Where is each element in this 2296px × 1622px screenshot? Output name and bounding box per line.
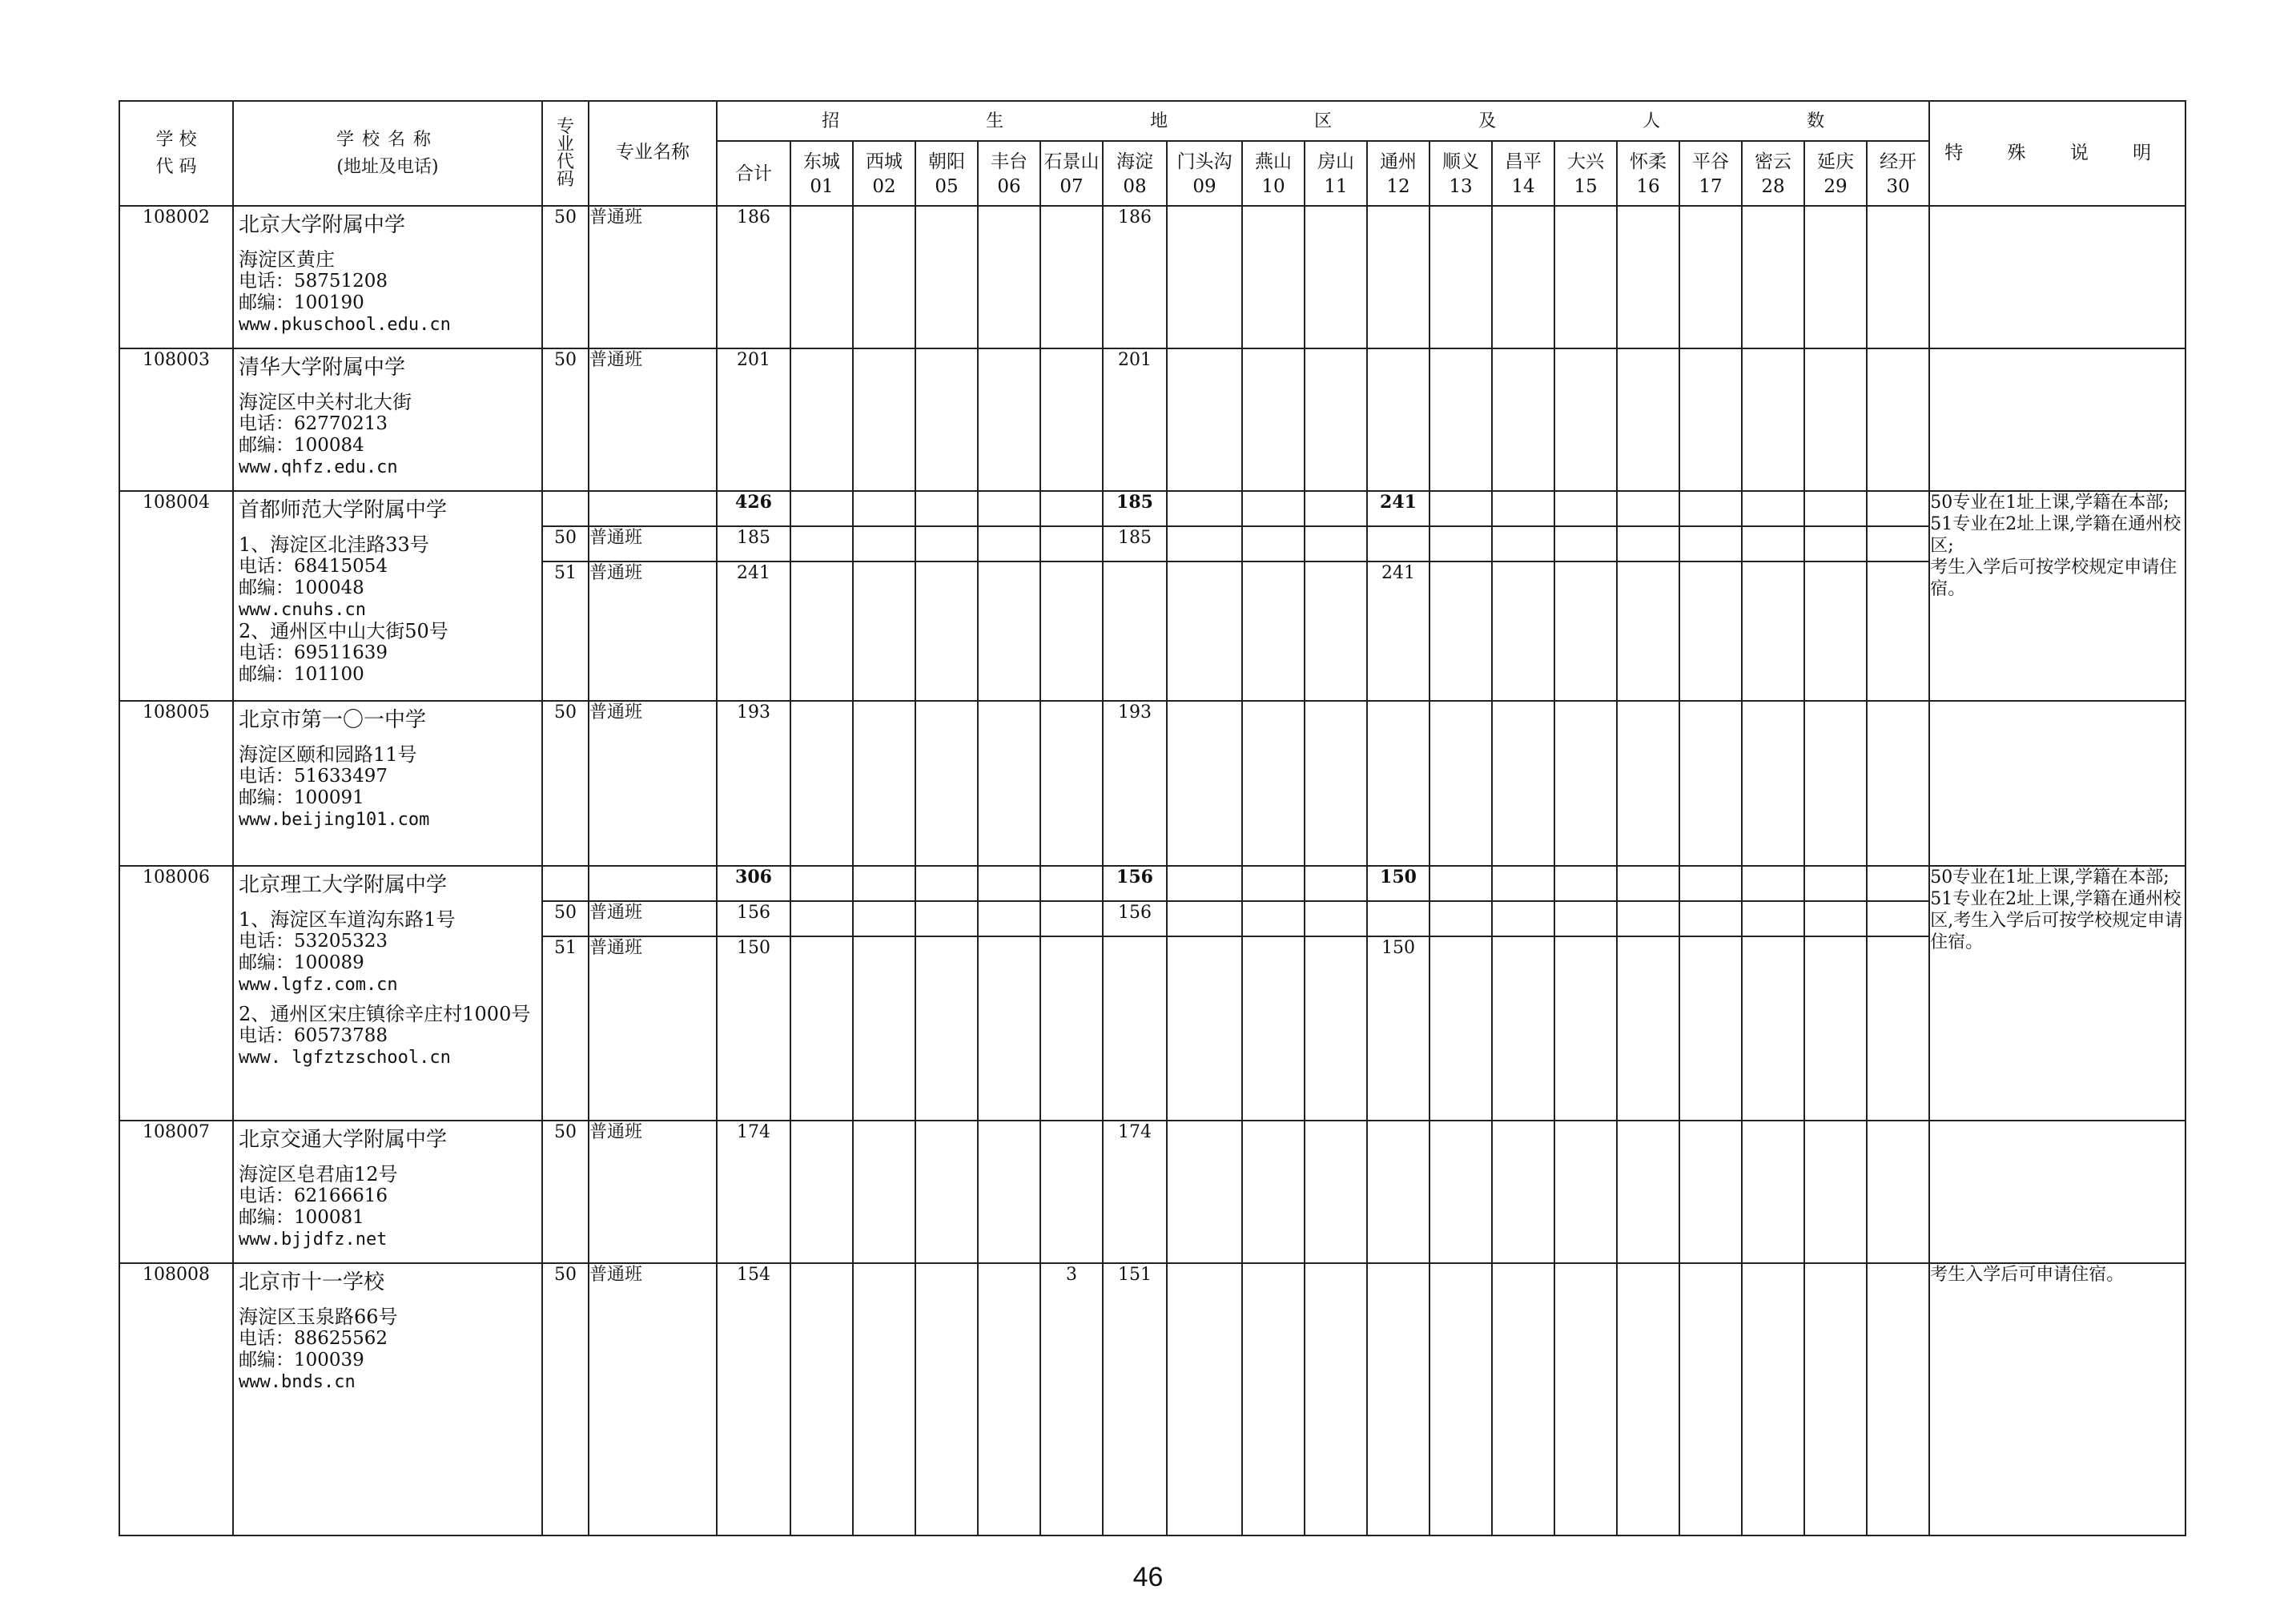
header-region: 经开 30 — [1867, 141, 1929, 206]
school-phone: 电话：58751208 — [239, 271, 388, 292]
table-row — [119, 206, 2185, 348]
major-name: 普通班 — [589, 901, 717, 936]
school-postcode: 邮编：100084 — [239, 435, 364, 456]
admission-table — [119, 100, 2186, 1536]
school-code: 108006 — [119, 866, 233, 1121]
total-cell: 201 — [717, 348, 790, 491]
header-region: 通州 12 — [1367, 141, 1429, 206]
header-school-name: 学校名称 (地址及电话) — [233, 101, 542, 206]
school-postcode: 邮编：100091 — [239, 787, 364, 808]
school-website: www.beijing101.com — [239, 810, 430, 830]
major-code: 50 — [542, 526, 589, 561]
school-website: www.cnuhs.cn — [239, 600, 366, 620]
table-row — [119, 1263, 2185, 1535]
header-region: 房山 11 — [1305, 141, 1367, 206]
school-phone: 电话：62166616 — [239, 1185, 388, 1206]
haidian-cell: 156 — [1103, 901, 1167, 936]
total-cell: 150 — [717, 936, 790, 1121]
school-name: 北京市第一〇一中学 — [239, 708, 427, 732]
header-major-name: 专业名称 — [589, 101, 717, 206]
special-note: 50专业在1址上课,学籍在本部; 51专业在2址上课,学籍在通州校区; 考生入学后可按学校规定申请住宿。 — [1929, 491, 2185, 701]
major-code: 50 — [542, 206, 589, 348]
header-region: 密云 28 — [1742, 141, 1804, 206]
school-address: 海淀区中关村北大街 — [239, 391, 412, 413]
major-name: 普通班 — [589, 561, 717, 701]
major-name: 普通班 — [589, 701, 717, 866]
school-address: 1、海淀区北洼路33号 — [239, 533, 429, 556]
special-note — [1929, 1121, 2185, 1263]
header-region: 西城 02 — [853, 141, 915, 206]
school-name: 北京交通大学附属中学 — [239, 1128, 448, 1152]
major-code: 50 — [542, 1121, 589, 1263]
school-postcode: 邮编：100039 — [239, 1350, 364, 1370]
major-name: 普通班 — [589, 206, 717, 348]
table-row — [119, 348, 2185, 491]
school-phone: 电话：51633497 — [239, 766, 388, 787]
school-info — [233, 348, 542, 491]
school-address: 2、通州区宋庄镇徐辛庄村1000号 — [239, 1003, 531, 1025]
school-name: 北京市十一学校 — [239, 1270, 385, 1294]
school-name: 北京理工大学附属中学 — [239, 873, 448, 897]
shijingshan-cell: 3 — [1040, 1263, 1103, 1535]
school-phone: 电话：53205323 — [239, 931, 388, 952]
school-code: 108004 — [119, 491, 233, 701]
haidian-cell: 201 — [1103, 348, 1167, 491]
special-note — [1929, 348, 2185, 491]
school-code: 108005 — [119, 701, 233, 866]
school-info — [233, 701, 542, 866]
school-address: 1、海淀区车道沟东路1号 — [239, 908, 456, 931]
tongzhou-cell: 150 — [1367, 866, 1429, 901]
header-region: 昌平 14 — [1492, 141, 1554, 206]
school-info — [233, 491, 542, 701]
total-cell: 186 — [717, 206, 790, 348]
haidian-cell: 185 — [1103, 526, 1167, 561]
school-name: 清华大学附属中学 — [239, 356, 406, 380]
total-cell: 241 — [717, 561, 790, 701]
header-total: 合计 — [717, 141, 790, 206]
school-website: www.bnds.cn — [239, 1372, 356, 1392]
school-website: www.pkuschool.edu.cn — [239, 315, 451, 335]
header-region: 门头沟 09 — [1167, 141, 1242, 206]
major-code: 50 — [542, 348, 589, 491]
school-postcode: 邮编：100081 — [239, 1207, 364, 1228]
header-region: 丰台 06 — [978, 141, 1040, 206]
haidian-cell: 185 — [1103, 491, 1167, 526]
school-code: 108007 — [119, 1121, 233, 1263]
major-code: 50 — [542, 701, 589, 866]
major-code: 50 — [542, 1263, 589, 1535]
school-phone: 电话：88625562 — [239, 1328, 388, 1349]
header-region-title: 招 生 地 区 及 人 数 — [717, 101, 1929, 141]
header-special: 特 殊 说 明 — [1929, 101, 2185, 206]
major-name: 普通班 — [589, 936, 717, 1121]
school-address: 海淀区皂君庙12号 — [239, 1163, 398, 1185]
major-name: 普通班 — [589, 1121, 717, 1263]
header-region: 延庆 29 — [1804, 141, 1867, 206]
school-code: 108002 — [119, 206, 233, 348]
total-cell: 154 — [717, 1263, 790, 1535]
header-region: 顺义 13 — [1429, 141, 1492, 206]
haidian-cell: 156 — [1103, 866, 1167, 901]
school-postcode: 邮编：100190 — [239, 292, 364, 313]
table-row — [119, 1121, 2185, 1263]
major-code: 50 — [542, 901, 589, 936]
total-cell: 193 — [717, 701, 790, 866]
school-phone: 电话：60573788 — [239, 1025, 388, 1046]
school-website: www.bjjdfz.net — [239, 1230, 388, 1250]
special-note: 50专业在1址上课,学籍在本部; 51专业在2址上课,学籍在通州校区,考生入学后可按学校规定申请住宿。 — [1929, 866, 2185, 1121]
school-website: www.qhfz.edu.cn — [239, 457, 398, 477]
school-address: 海淀区黄庄 — [239, 248, 335, 271]
major-code: 51 — [542, 561, 589, 701]
tongzhou-cell: 241 — [1367, 491, 1429, 526]
school-address: 海淀区颐和园路11号 — [239, 743, 417, 766]
header-region: 海淀 08 — [1103, 141, 1167, 206]
haidian-cell: 186 — [1103, 206, 1167, 348]
total-cell: 426 — [717, 491, 790, 526]
special-note — [1929, 206, 2185, 348]
header-region: 石景山 07 — [1040, 141, 1103, 206]
total-cell: 174 — [717, 1121, 790, 1263]
header-region: 平谷 17 — [1679, 141, 1742, 206]
haidian-cell: 151 — [1103, 1263, 1167, 1535]
school-postcode: 邮编：100048 — [239, 578, 364, 598]
school-website: www. lgfztzschool.cn — [239, 1048, 451, 1068]
school-name: 首都师范大学附属中学 — [239, 498, 448, 522]
major-name: 普通班 — [589, 526, 717, 561]
header-school-code: 学 校 代 码 — [119, 101, 233, 206]
school-address: 海淀区玉泉路66号 — [239, 1306, 398, 1328]
header-region: 燕山 10 — [1242, 141, 1305, 206]
total-cell: 185 — [717, 526, 790, 561]
school-name: 北京大学附属中学 — [239, 213, 406, 237]
school-website: www.lgfz.com.cn — [239, 975, 398, 995]
header-region: 东城 01 — [790, 141, 853, 206]
special-note — [1929, 701, 2185, 866]
header-region: 大兴 15 — [1554, 141, 1617, 206]
total-cell: 306 — [717, 866, 790, 901]
haidian-cell: 174 — [1103, 1121, 1167, 1263]
header-region: 朝阳 05 — [915, 141, 978, 206]
major-code: 51 — [542, 936, 589, 1121]
school-postcode: 邮编：100089 — [239, 952, 364, 973]
total-cell: 156 — [717, 901, 790, 936]
major-name: 普通班 — [589, 348, 717, 491]
table-row — [119, 701, 2185, 866]
major-name: 普通班 — [589, 1263, 717, 1535]
school-info — [233, 206, 542, 348]
special-note: 考生入学后可申请住宿。 — [1929, 1263, 2185, 1535]
school-info — [233, 866, 542, 1121]
school-phone: 电话：68415054 — [239, 556, 388, 577]
school-phone: 电话：69511639 — [239, 642, 388, 663]
school-code: 108008 — [119, 1263, 233, 1535]
school-info — [233, 1121, 542, 1263]
haidian-cell: 193 — [1103, 701, 1167, 866]
school-address: 2、通州区中山大街50号 — [239, 620, 448, 642]
table-row — [119, 491, 2185, 526]
page-number: 46 — [1132, 1562, 1164, 1592]
header-major-code: 专 业 代 码 — [542, 101, 589, 206]
school-info — [233, 1263, 542, 1535]
school-phone: 电话：62770213 — [239, 413, 388, 434]
tongzhou-cell: 241 — [1367, 561, 1429, 701]
table-row — [119, 866, 2185, 901]
tongzhou-cell: 150 — [1367, 936, 1429, 1121]
school-postcode: 邮编：101100 — [239, 664, 364, 685]
school-code: 108003 — [119, 348, 233, 491]
header-region: 怀柔 16 — [1617, 141, 1679, 206]
